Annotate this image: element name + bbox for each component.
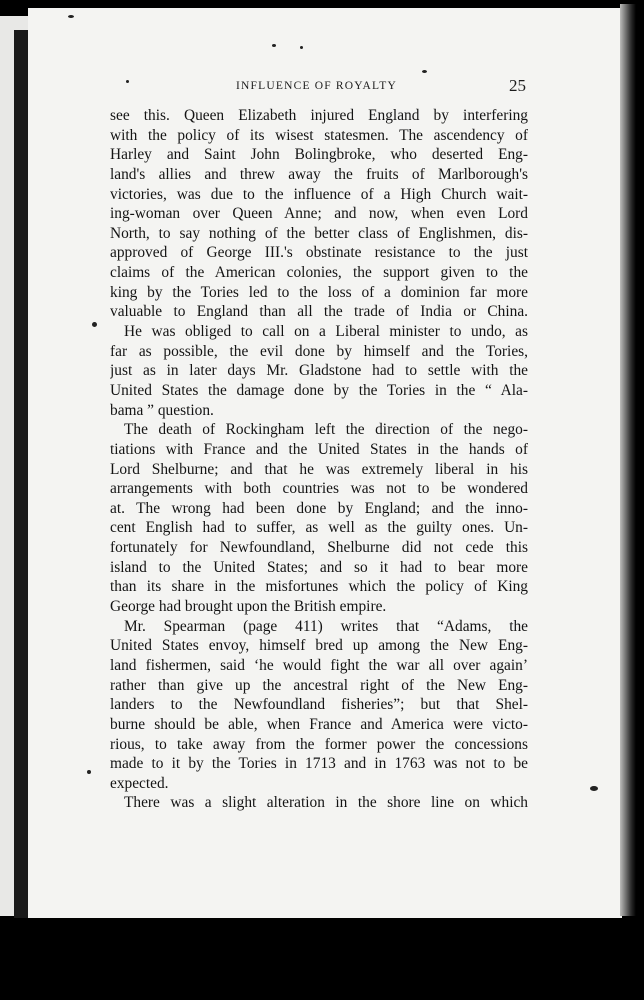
text-line: with the policy of its wisest statesmen. The ascendency of	[110, 126, 528, 144]
text-line: cent English had to suffer, as well as the guilty ones. Un-	[110, 519, 528, 537]
ink-speck	[87, 770, 91, 774]
ink-speck	[272, 44, 276, 47]
text-line: made to it by the Tories in 1713 and in 1763 was not to be	[110, 755, 528, 773]
text-line: land's allies and threw away the fruits of Marlborough's	[110, 165, 528, 183]
text-line: victories, was due to the influence of a High Church wait-	[110, 185, 528, 203]
text-line: rather than give up the ancestral right of the New Eng-	[110, 676, 528, 694]
text-line: Harley and Saint John Bolingbroke, who deserted Eng-	[110, 146, 528, 164]
body-text	[110, 106, 528, 813]
ink-speck	[126, 80, 129, 83]
text-line: United States envoy, himself bred up among the New Eng-	[110, 637, 528, 655]
text-line: bama ” question.	[110, 401, 214, 419]
page-number: 25	[509, 76, 526, 95]
text-line: United States the damage done by the Tories in the “ Ala-	[110, 381, 528, 399]
ink-speck	[68, 15, 74, 18]
text-line: island to the United States; and so it had to bear more	[110, 558, 528, 576]
text-line: at. The wrong had been done by England; and the inno-	[110, 499, 528, 517]
text-line: far as possible, the evil done by himself and the Tories,	[110, 342, 528, 360]
book-gutter	[14, 30, 28, 920]
text-line: expected.	[110, 774, 169, 792]
ink-speck	[422, 70, 427, 73]
text-line: land fishermen, said ‘he would fight the war all over again’	[110, 656, 528, 674]
text-line: George had brought upon the British empire.	[110, 598, 387, 616]
text-line: fortunately for Newfoundland, Shelburne did not cede this	[110, 539, 528, 557]
text-line: approved of George III.'s obstinate resistance to the just	[110, 244, 528, 262]
scan-border-bottom	[0, 918, 644, 1000]
ink-speck	[300, 46, 303, 49]
text-line: landers to the Newfoundland fisheries”; but that Shel-	[110, 696, 528, 714]
text-line: than its share in the misfortunes which the policy of King	[110, 578, 528, 596]
running-head: INFLUENCE OF ROYALTY	[236, 80, 397, 92]
text-line: arrangements with both countries was not to be wondered	[110, 480, 528, 498]
page-header	[0, 76, 644, 102]
ink-speck	[92, 322, 97, 327]
page-right-edge	[620, 4, 636, 916]
text-line: valuable to England than all the trade of India or China.	[110, 303, 528, 321]
text-line: ing-woman over Queen Anne; and now, when even Lord	[110, 205, 528, 223]
text-line: The death of Rockingham left the direction of the nego-	[124, 421, 528, 439]
text-line: Lord Shelburne; and that he was extremely liberal in his	[110, 460, 528, 478]
text-line: see this. Queen Elizabeth injured England by interfering	[110, 107, 528, 124]
ink-speck	[590, 786, 598, 791]
text-line: Mr. Spearman (page 411) writes that “Adams, the	[124, 617, 528, 635]
text-line: North, to say nothing of the better class of Englishmen, dis-	[110, 224, 528, 242]
text-line: burne should be able, when France and America were victo-	[110, 715, 528, 733]
text-line: He was obliged to call on a Liberal minister to undo, as	[124, 323, 528, 341]
text-line: tiations with France and the United States in the hands of	[110, 440, 528, 458]
text-line: claims of the American colonies, the support given to the	[110, 264, 528, 282]
text-line: There was a slight alteration in the shore line on which	[124, 794, 528, 812]
text-line: king by the Tories led to the loss of a dominion far more	[110, 283, 528, 301]
text-line: just as in later days Mr. Gladstone had to settle with the	[110, 362, 528, 380]
text-line: rious, to take away from the former power the concessions	[110, 735, 528, 753]
